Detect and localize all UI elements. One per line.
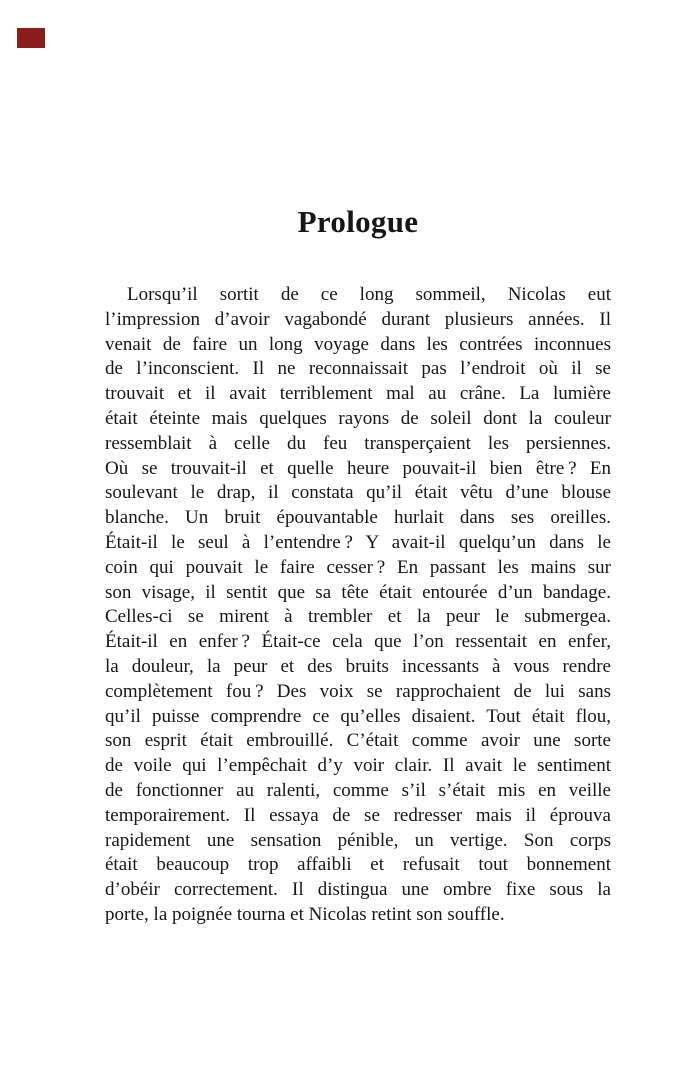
text-line: porte, la poignée tourna et Nicolas retint son souffle. [105,903,505,925]
text-line: était éteinte mais quelques rayons de soleil dont la couleur [105,407,611,429]
text-line: était beaucoup trop affaibli et refusait tout bonnement [105,854,611,876]
text-line: blanche. Un bruit épouvantable hurlait dans ses oreilles. [105,507,611,529]
text-line: la douleur, la peur et des bruits incessants à vous rendre [105,655,611,677]
text-line: de voile qui l’empêchait d’y voir clair. Il avait le sentiment [105,755,611,777]
text-line: de l’inconscient. Il ne reconnaissait pas l’endroit où il se [105,358,611,380]
text-line: de fonctionner au ralenti, comme s’il s’était mis en veille [105,779,611,801]
text-line: d’obéir correctement. Il distingua une ombre fixe sous la [105,879,611,901]
paragraph [105,283,611,928]
red-bookmark-marker [17,28,45,48]
text-line: qu’il puisse comprendre ce qu’elles disaient. Tout était flou, [105,705,611,727]
text-line: ressemblait à celle du feu transperçaient les persiennes. [105,432,611,454]
text-line: trouvait et il avait terriblement mal au crâne. La lumière [105,383,611,405]
text-line: son visage, il sentit que sa tête était entourée d’un bandage. [105,581,611,603]
text-line: temporairement. Il essaya de se redresser mais il éprouva [105,804,611,826]
text-line: Était-il le seul à l’entendre ? Y avait-il quelqu’un dans le [105,531,611,553]
text-line: venait de faire un long voyage dans les contrées inconnues [105,333,611,355]
text-line: Où se trouvait-il et quelle heure pouvait-il bien être ? En [105,457,611,479]
text-line: son esprit était embrouillé. C’était comme avoir une sorte [105,730,611,752]
text-line: Lorsqu’il sortit de ce long sommeil, Nicolas eut [127,284,611,305]
text-line: complètement fou ? Des voix se rapprochaient de lui sans [105,680,611,702]
text-line: l’impression d’avoir vagabondé durant plusieurs années. Il [105,308,611,330]
text-line: rapidement une sensation pénible, un vertige. Son corps [105,829,611,851]
chapter-title: Prologue [297,204,419,239]
text-line: coin qui pouvait le faire cesser ? En passant les mains sur [105,556,611,578]
text-line: soulevant le drap, il constata qu’il était vêtu d’une blouse [105,482,611,504]
text-line: Celles-ci se mirent à trembler et la peur le submergea. [105,606,611,628]
text-line: Était-il en enfer ? Était-ce cela que l’on ressentait en enfer, [105,631,611,653]
